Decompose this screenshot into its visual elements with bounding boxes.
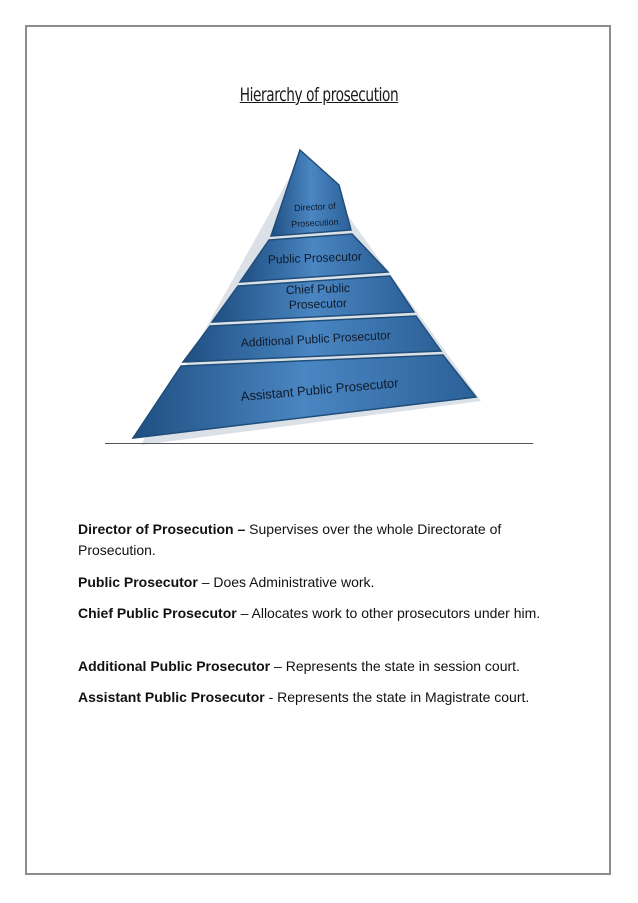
description-term: Additional Public Prosecutor bbox=[78, 658, 271, 674]
description-text: - Represents the state in Magistrate court. bbox=[264, 689, 530, 705]
pyramid-label-2-0: Chief Public bbox=[285, 280, 351, 298]
description-text: – Does Administrative work. bbox=[197, 574, 375, 590]
description-item bbox=[78, 603, 578, 624]
pyramid-label-1-0: Public Prosecutor bbox=[267, 249, 363, 267]
pyramid-label-0-0: Director of bbox=[293, 200, 336, 214]
baseline-rule bbox=[105, 443, 533, 444]
pyramid-label-4-0: Assistant Public Prosecutor bbox=[240, 375, 400, 404]
description-term: Assistant Public Prosecutor bbox=[78, 689, 265, 705]
description-term: Director of Prosecution – bbox=[78, 521, 246, 537]
page-title: Hierarchy of prosecution bbox=[239, 84, 399, 106]
pyramid-label-2-1: Prosecutor bbox=[288, 295, 348, 313]
description-item bbox=[78, 572, 578, 593]
description-item bbox=[78, 656, 578, 677]
description-item bbox=[78, 687, 578, 708]
description-text: – Represents the state in session court. bbox=[270, 658, 520, 674]
description-term: Chief Public Prosecutor bbox=[78, 605, 237, 621]
pyramid-label-0-1: Prosecution bbox=[290, 216, 339, 230]
description-item bbox=[78, 519, 578, 561]
description-term: Public Prosecutor bbox=[78, 574, 198, 590]
pyramid-label-3-0: Additional Public Prosecutor bbox=[240, 328, 392, 350]
description-text: – Allocates work to other prosecutors under him. bbox=[236, 605, 541, 621]
description-text: Supervises over the whole Directorate of Prosecution. bbox=[78, 521, 502, 558]
